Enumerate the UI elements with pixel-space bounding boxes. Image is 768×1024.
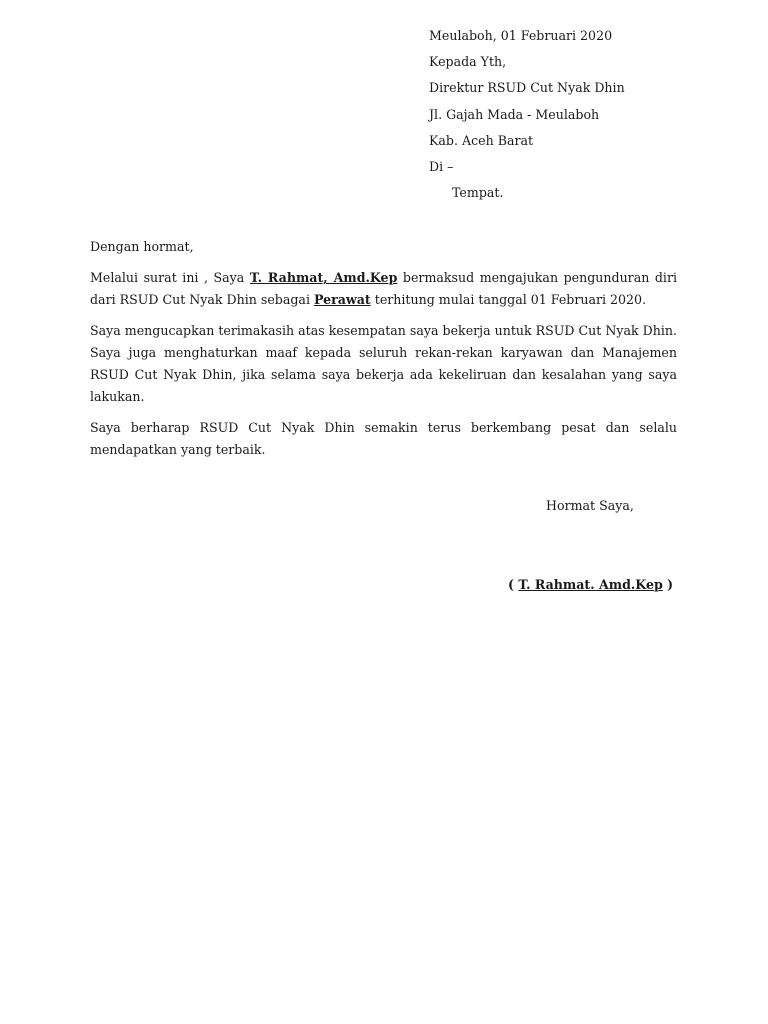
street-line: Jl. Gajah Mada - Meulaboh [429, 106, 600, 122]
regency-line: Kab. Aceh Barat [429, 132, 534, 148]
greeting: Dengan hormat, [90, 239, 194, 254]
paragraph-thanks: Saya mengucapkan terimakasih atas kesempatan saya bekerja untuk RSUD Cut Nyak Dhin. Saya juga menghaturkan maaf kepada seluruh rekan-rekan karyawan dan Manajemen RSUD Cut Nyak Dhin, jika selama saya bekerja ada kekeliruan dan kesalahan yang saya lakukan. [90, 323, 677, 404]
letter-body [90, 236, 677, 470]
to-line: Kepada Yth, [429, 54, 507, 70]
paragraph-resignation [90, 267, 677, 311]
open-paren: ( [508, 577, 519, 592]
role-name: Perawat [313, 292, 371, 307]
date-line: Meulaboh, 01 Februari 2020 [429, 28, 613, 43]
p1-text-a: Melalui surat ini , Saya [90, 270, 250, 285]
place-line: Tempat. [452, 185, 504, 201]
p1-text-b: bermaksud mengajukan pengunduran diri dari RSUD Cut Nyak Dhin sebagai [90, 270, 677, 307]
signature-block [508, 577, 673, 592]
close-paren: ) [662, 577, 674, 592]
p1-text-c: terhitung mulai tanggal 01 Februari 2020. [370, 292, 647, 307]
address-block [429, 27, 749, 210]
closing-salutation: Hormat Saya, [546, 498, 634, 513]
recipient-line: Direktur RSUD Cut Nyak Dhin [429, 80, 625, 96]
di-line: Di – [429, 158, 454, 174]
signer-name: T. Rahmat. Amd.Kep [518, 577, 663, 592]
sender-name: T. Rahmat, Amd.Kep [249, 270, 398, 285]
paragraph-wish: Saya berharap RSUD Cut Nyak Dhin semakin terus berkembang pesat dan selalu mendapatkan yang terbaik. [90, 420, 677, 457]
